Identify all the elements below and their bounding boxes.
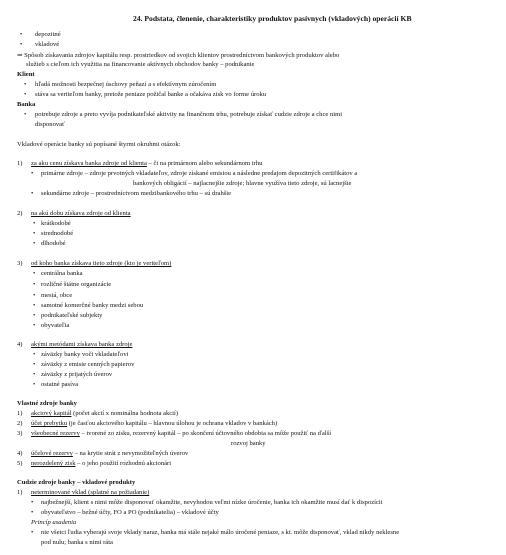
q4-number: 4): [17, 341, 23, 348]
klient-item: hľadá možnosti bezpečnej úschovy peňazí a s efektívnym zúročením: [35, 81, 217, 88]
bullet-icon: •: [31, 499, 34, 506]
cudzie-term-rest: (splatné na požiadanie): [86, 489, 150, 496]
principle-heading: Princíp usadenia: [31, 519, 77, 526]
cudzie-item: [31, 489, 149, 497]
q3-item: centrálna banka: [41, 270, 83, 277]
q3-number: 3): [17, 260, 23, 267]
principle-text-cont: pod nulu; banka s nimi ráta: [41, 539, 113, 546]
q1-primary: primárne zdroje – zdroje prvotných vkladateľov, zdroje získané emisiou a následne predajom depozitných certifikátov a: [41, 170, 358, 177]
vlastne-term: všeobecné rezervy: [31, 430, 80, 437]
vlastne-item-cont: rozvoj banky: [231, 440, 266, 447]
criteria-intro: Vkladové operácie banky sú popísané štyrmi okruhmi otázok:: [17, 141, 181, 148]
q4-item: záväzky z prijatých úverov: [41, 371, 113, 378]
q1-rest: – či na primárnom alebo sekundárnom trhu: [146, 160, 263, 167]
vlastne-item: [31, 410, 178, 418]
q3-item: rozličné štátne organizácie: [41, 281, 112, 288]
bullet-icon: •: [31, 529, 34, 536]
bullet-icon: •: [33, 220, 36, 227]
cudzie-heading: Cudzie zdroje banky – vkladové produkty: [17, 479, 136, 486]
vlastne-rest: (počet akcií x nominálna hodnota akcií): [71, 410, 179, 417]
vlastne-number: 2): [17, 420, 23, 427]
banka-item: potrebuje zdroje a preto vyvíja podnikateľské aktivity na finančnom trhu, potrebuje získať cudzie zdroje a chce nimi: [35, 111, 343, 118]
vlastne-number: 3): [17, 430, 23, 437]
bullet-icon: •: [33, 322, 36, 329]
vlastne-number: 1): [17, 410, 23, 417]
q4-item: záväzky z emisie cenných papierov: [41, 361, 135, 368]
q4-item: ostatné pasíva: [41, 381, 79, 388]
vlastne-item: [31, 450, 188, 458]
vlastne-rest: (je časťou akciového kapitálu – hlavnou úlohou je ochrana vkladov v bankách): [67, 420, 278, 427]
q3-item: podnikateľské subjekty: [41, 312, 103, 319]
vlastne-number: 5): [17, 460, 23, 467]
bullet-icon: •: [33, 292, 36, 299]
bullet-icon: •: [31, 190, 34, 197]
vlastne-term: akciový kapitál: [31, 410, 72, 417]
definition-line: ⇒ Spôsob získavania zdrojov kapitálu resp. prostriedkov od svojich klientov prostredníctvom bankových produktov alebo: [17, 52, 340, 59]
q1-number: 1): [17, 160, 23, 167]
cudzie-bullet: obyvateľstvo – bežné účty, FO a PO (podnikatelia) – vkladové účty: [41, 509, 219, 516]
q2-title: na akú dobu získava zdroje od klienta: [31, 210, 131, 217]
bullet-icon: •: [24, 81, 27, 88]
q3-item: mestá, obce: [41, 292, 73, 299]
vlastne-rest: – o jeho použití rozhodnú akcionári: [75, 460, 172, 467]
definition-line: služieb s cieľom ich využitia na financovanie aktívnych obchodov banky – podnikanie: [26, 61, 255, 68]
type-item: vkladové: [35, 41, 60, 48]
vlastne-rest: – na krytie strát z nevymožiteľných úverov: [72, 450, 189, 457]
bullet-icon: •: [20, 31, 23, 38]
bullet-icon: •: [33, 351, 36, 358]
bullet-icon: •: [33, 281, 36, 288]
q1-primary-cont: bankových obligácií – najlacnejšie zdroje; hlavne využíva tieto zdroje, sú lacnejšie: [133, 180, 352, 187]
vlastne-term: účelové rezervy: [31, 450, 73, 457]
vlastne-rest: – tvorené zo zisku, rezervný kapitál – po skončení účtovného obdobia sa môže použiť na ďalší: [79, 430, 332, 437]
bullet-icon: •: [33, 381, 36, 388]
klient-heading: Klient: [17, 71, 35, 78]
cudzie-number: 1): [17, 489, 23, 496]
vlastne-number: 4): [17, 450, 23, 457]
banka-item-cont: disponovať: [35, 121, 65, 128]
vlastne-item: [31, 430, 331, 438]
vlastne-item: [31, 420, 277, 428]
bullet-icon: •: [33, 270, 36, 277]
bullet-icon: •: [33, 361, 36, 368]
bullet-icon: •: [33, 312, 36, 319]
q2-item: strednodobé: [41, 230, 74, 237]
q3-title: od koho banka získava tieto zdroje (kto je veriteľom): [31, 260, 172, 267]
bullet-icon: •: [24, 91, 27, 98]
bullet-icon: •: [33, 371, 36, 378]
bullet-icon: •: [33, 230, 36, 237]
document-title: 24. Podstata, členenie, charakteristiky produktov pasívnych (vkladových) operácií KB: [133, 14, 412, 23]
q3-item: obyvateľia: [41, 322, 70, 329]
q4-item: záväzky banky voči vkladateľovi: [41, 351, 129, 358]
q1-secondary: sekundárne zdroje – prostredníctvom medzibankového trhu – sú drahšie: [41, 190, 232, 197]
q3-item: samotné komerčné banky medzi sebou: [41, 302, 144, 309]
vlastne-item: [31, 460, 171, 468]
vlastne-term: nerozdelený zisk: [31, 460, 76, 467]
bullet-icon: •: [31, 509, 34, 516]
type-item: depozitné: [35, 31, 61, 38]
bullet-icon: •: [33, 302, 36, 309]
vlastne-term: účet prebytku: [31, 420, 68, 427]
cudzie-term: neterminované vklad: [31, 489, 87, 496]
q1-line: [31, 160, 262, 168]
klient-item: stáva sa veriteľom banky, pretože peniaze požičal banke a očakáva zisk vo forme úroku: [35, 91, 267, 98]
q2-number: 2): [17, 210, 23, 217]
banka-heading: Banka: [17, 101, 36, 108]
bullet-icon: •: [24, 111, 27, 118]
bullet-icon: •: [33, 240, 36, 247]
bullet-icon: •: [31, 170, 34, 177]
q2-item: krátkodobé: [41, 220, 71, 227]
q1-title: za aku cenu získava banka zdroje od klienta: [31, 160, 147, 167]
q2-item: dlhodobé: [41, 240, 66, 247]
vlastne-heading: Vlastné zdroje banky: [17, 400, 77, 407]
q4-title: akými metódami získava banka zdroje: [31, 341, 133, 348]
bullet-icon: •: [20, 41, 23, 48]
principle-text: nie všetci ľudia vyberajú svoje vklady naraz, banka má stále nejaké málo úročené peniaze, s kt. môže disponovať, vklad nikdy neklesne: [41, 529, 400, 536]
cudzie-bullet: najbežnejší, klient s nimi môže disponovať okamžite, nevyhodou veľmi nízke úročenie, banka ich okamžite musí dať k dispozícii: [41, 499, 383, 506]
